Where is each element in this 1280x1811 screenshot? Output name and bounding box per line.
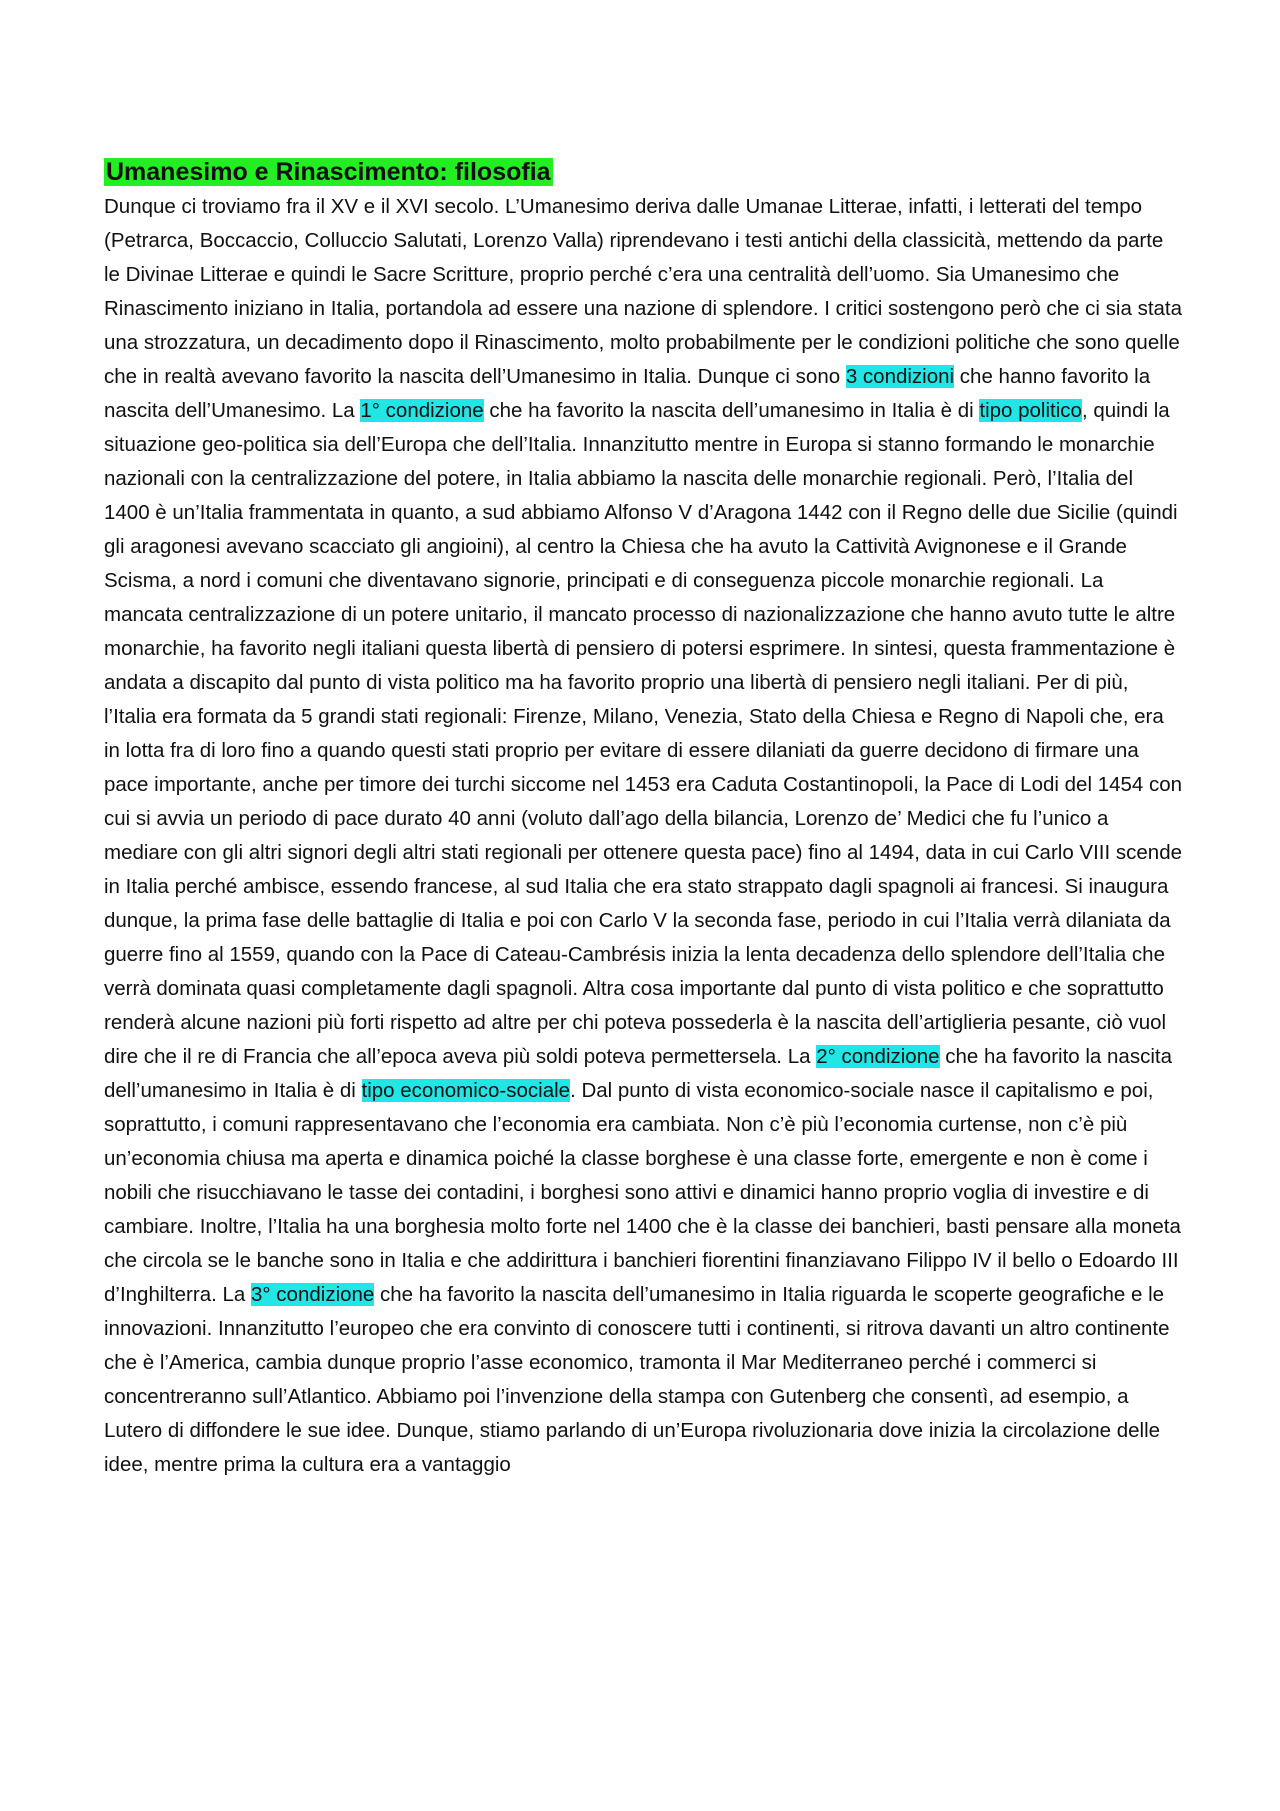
- title-highlight: Umanesimo e Rinascimento: filosofia: [106, 158, 551, 186]
- body-text-run: Dunque ci troviamo fra il XV e il XVI secolo. L’Umanesimo deriva dalle Umanae Litterae, infatti, i letterati del tempo (Petrarca, Boccaccio, Colluccio Salutati, Lorenzo Valla) riprendevano i testi antichi della classicità, mettendo da parte le Divinae Litterae e quindi le Sacre Scritture, proprio perché c’era una centralità dell’uomo. Sia Umanesimo che Rinascimento iniziano in Italia, portandola ad essere una nazione di splendore. I critici sostengono però che ci sia stata una strozzatura, un decadimento dopo il Rinascimento, molto probabilmente per le condizioni politiche che sono quelle che in realtà avevano favorito la nascita dell’Umanesimo in Italia. Dunque ci sono: [104, 195, 1183, 388]
- document-title: [104, 154, 1184, 190]
- highlighted-text: 3 condizioni: [845, 365, 955, 388]
- document-page: [104, 154, 1184, 1482]
- body-text-run: che ha favorito la nascita dell’umanesimo in Italia è di: [483, 399, 980, 422]
- body-text-run: . Dal punto di vista economico-sociale nasce il capitalismo e poi, soprattutto, i comuni rappresentavano che l’economia era cambiata. Non c’è più l’economia curtense, non c’è più un’economia chiusa ma aperta e dinamica poiché la classe borghese è una classe forte, emergente e non è come i nobili che risucchiavano le tasse dei contadini, i borghesi sono attivi e dinamici hanno proprio voglia di investire e di cambiare. Inoltre, l’Italia ha una borghesia molto forte nel 1400 che è la classe dei banchieri, basti pensare alla moneta che circola se le banche sono in Italia e che addirittura i banchieri fiorentini finanziavano Filippo IV il bello o Edoardo III d’Inghilterra. La: [104, 1079, 1181, 1306]
- highlighted-text: 3° condizione: [251, 1283, 375, 1306]
- highlighted-text: tipo politico: [979, 399, 1082, 422]
- body-paragraph: [104, 190, 1184, 1482]
- highlighted-text: tipo economico-sociale: [361, 1079, 571, 1102]
- highlighted-text: 1° condizione: [360, 399, 484, 422]
- highlighted-text: 2° condizione: [816, 1045, 940, 1068]
- body-text-run: che ha favorito la nascita dell’umanesimo in Italia è di: [104, 1045, 1172, 1102]
- body-text-run: , quindi la situazione geo-politica sia dell’Europa che dell’Italia. Innanzitutto mentre in Europa si stanno formando le monarchie nazionali con la centralizzazione del potere, in Italia abbiamo la nascita delle monarchie regionali. Però, l’Italia del 1400 è un’Italia frammentata in quanto, a sud abbiamo Alfonso V d’Aragona 1442 con il Regno delle due Sicilie (quindi gli aragonesi avevano scacciato gli angioini), al centro la Chiesa che ha avuto la Cattività Avignonese e il Grande Scisma, a nord i comuni che diventavano signorie, principati e di conseguenza piccole monarchie regionali. La mancata centralizzazione di un potere unitario, il mancato processo di nazionalizzazione che hanno avuto tutte le altre monarchie, ha favorito negli italiani questa libertà di pensiero di potersi esprimere. In sintesi, questa frammentazione è andata a discapito dal punto di vista politico ma ha favorito proprio una libertà di pensiero negli italiani. Per di più, l’Italia era formata da 5 grandi stati regionali: Firenze, Milano, Venezia, Stato della Chiesa e Regno di Napoli che, era in lotta fra di loro fino a quando questi stati proprio per evitare di essere dilaniati da guerre decidono di firmare una pace importante, anche per timore dei turchi siccome nel 1453 era Caduta Costantinopoli, la Pace di Lodi del 1454 con cui si avvia un periodo di pace durato 40 anni (voluto dall’ago della bilancia, Lorenzo de’ Medici che fu l’unico a mediare con gli altri signori degli altri stati regionali per ottenere questa pace) fino al 1494, data in cui Carlo VIII scende in Italia perché ambisce, essendo francese, al sud Italia che era stato strappato dagli spagnoli ai francesi. Si inaugura dunque, la prima fase delle battaglie di Italia e poi con Carlo V la seconda fase, periodo in cui l’Italia verrà dilaniata da guerre fino al 1559, quando con la Pace di Cateau-Cambrésis inizia la lenta decadenza dello splendore dell’Italia che verrà dominata quasi completamente dagli spagnoli. Altra cosa importante dal punto di vista politico e che soprattutto renderà alcune nazioni più forti rispetto ad altre per chi poteva possederla è la nascita dell’artiglieria pesante, ciò vuol dire che il re di Francia che all’epoca aveva più soldi poteva permettersela. La: [104, 399, 1183, 1068]
- body-text-run: che ha favorito la nascita dell’umanesimo in Italia riguarda le scoperte geografiche e le innovazioni. Innanzitutto l’europeo che era convinto di conoscere tutti i continenti, si ritrova davanti un altro continente che è l’America, cambia dunque proprio l’asse economico, tramonta il Mar Mediterraneo perché i commerci si concentreranno sull’Atlantico. Abbiamo poi l’invenzione della stampa con Gutenberg che consentì, ad esempio, a Lutero di diffondere le sue idee. Dunque, stiamo parlando di un’Europa rivoluzionaria dove inizia la circolazione delle idee, mentre prima la cultura era a vantaggio: [104, 1283, 1170, 1476]
- body-text-run: che hanno favorito la nascita dell’Umanesimo. La: [104, 365, 1151, 422]
